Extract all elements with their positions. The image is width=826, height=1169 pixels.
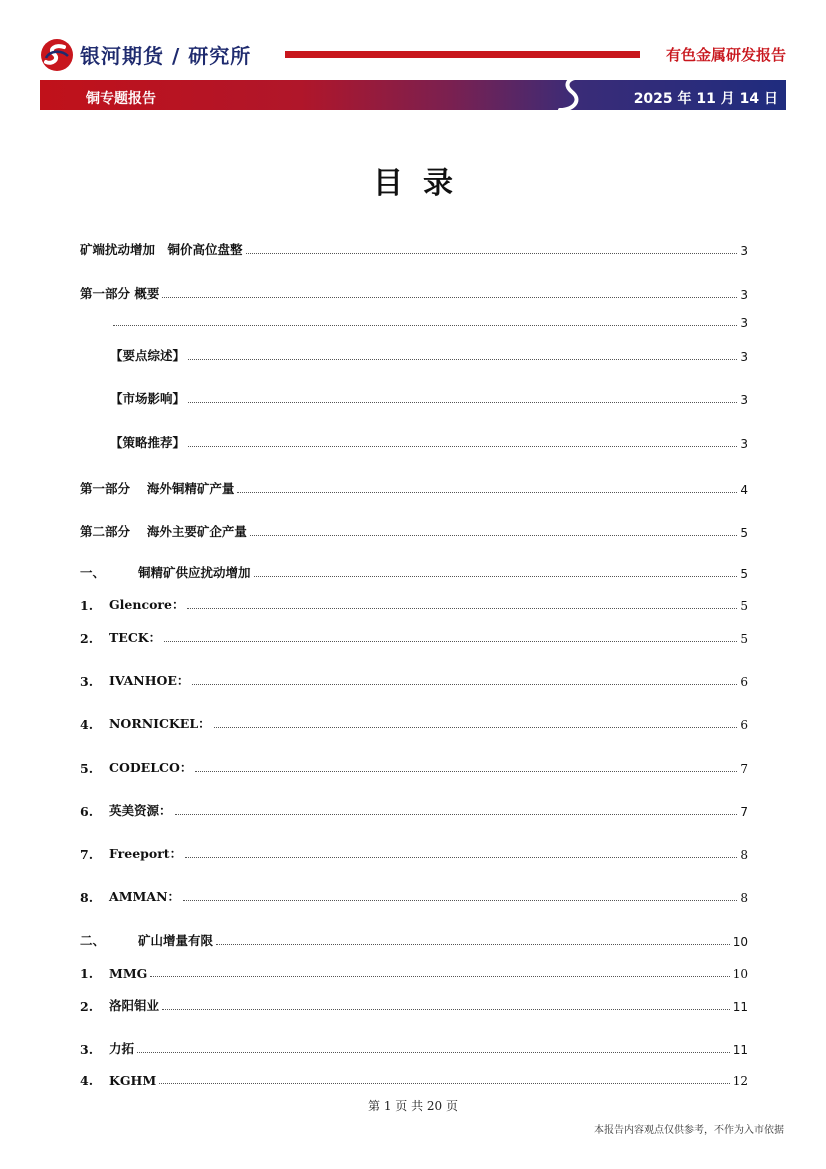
toc-entry[interactable] xyxy=(110,389,748,407)
toc-entry-label: 矿山增量有限 xyxy=(138,933,214,948)
toc-entry-number: 6. xyxy=(80,804,94,819)
toc-entry[interactable] xyxy=(80,671,748,689)
toc-entry-number: 1. xyxy=(80,966,94,981)
toc-entry[interactable] xyxy=(80,963,748,981)
toc-entry[interactable] xyxy=(80,563,748,581)
toc-entry-label: 【策略推荐】 xyxy=(110,435,186,450)
toc-entry-page: 6 xyxy=(740,675,748,689)
report-category: 有色金属研发报告 xyxy=(665,46,786,64)
leader-dots xyxy=(183,899,737,901)
toc-entry-page: 5 xyxy=(740,526,748,540)
toc-entry-page: 5 xyxy=(740,599,748,613)
toc-entry-number: 1. xyxy=(80,598,94,613)
toc-entry[interactable] xyxy=(110,346,748,364)
toc-entry-number: 5. xyxy=(80,761,94,776)
swoosh-icon xyxy=(552,74,592,114)
toc-entry-label: IVANHOE： xyxy=(109,673,190,688)
toc-entry[interactable] xyxy=(80,758,748,776)
leader-dots xyxy=(237,491,737,493)
toc-entry-page: 8 xyxy=(740,891,748,905)
leader-dots xyxy=(162,1008,730,1010)
toc-entry-label: Freeport： xyxy=(109,846,183,861)
leader-dots xyxy=(159,1082,730,1084)
toc-entry-page: 3 xyxy=(740,393,748,407)
header-rule xyxy=(285,51,640,58)
toc-entry-label: 力拓 xyxy=(109,1041,135,1056)
toc-entry-page: 3 xyxy=(740,437,748,451)
leader-dots xyxy=(113,324,737,326)
toc-entry-label: 洛阳钼业 xyxy=(109,998,160,1013)
toc-entry-label: NORNICKEL： xyxy=(109,716,211,731)
toc-entry-number: 7. xyxy=(80,847,94,862)
leader-dots xyxy=(214,726,738,728)
report-type: 铜专题报告 xyxy=(86,91,156,107)
toc-entry-label: KGHM xyxy=(109,1073,157,1088)
toc-entry-label: 铜精矿供应扰动增加 xyxy=(138,565,251,580)
brand-name: 银河期货 / 研究所 xyxy=(80,44,252,68)
leader-dots xyxy=(175,813,738,815)
leader-dots xyxy=(185,856,737,858)
toc-entry-page: 10 xyxy=(732,935,748,949)
toc-entry-label: Glencore： xyxy=(109,597,185,612)
toc-entry-label: 【要点综述】 xyxy=(110,348,186,363)
leader-dots xyxy=(188,358,737,360)
leader-dots xyxy=(250,534,738,536)
leader-dots xyxy=(192,683,737,685)
toc-entry[interactable] xyxy=(80,887,748,905)
toc-entry-number: 一、 xyxy=(80,565,106,580)
toc-entry[interactable] xyxy=(80,479,748,497)
toc-entry[interactable] xyxy=(80,284,748,302)
toc-entry-page: 3 xyxy=(740,244,748,258)
toc-entry-page: 8 xyxy=(740,848,748,862)
toc-entry[interactable] xyxy=(80,801,748,819)
toc-entry-number: 8. xyxy=(80,890,94,905)
toc-entry-page: 7 xyxy=(740,762,748,776)
toc-entry-page: 3 xyxy=(740,350,748,364)
toc-entry[interactable] xyxy=(80,595,748,613)
toc-title: 目录 xyxy=(373,166,473,201)
leader-dots xyxy=(187,607,737,609)
toc-entry-label: 第一部分 概要 xyxy=(80,286,160,301)
toc-entry-label: 英美资源： xyxy=(109,803,172,818)
leader-dots xyxy=(150,975,729,977)
toc-entry[interactable] xyxy=(80,522,748,540)
toc-entry-label: MMG xyxy=(109,966,148,981)
toc-entry[interactable] xyxy=(80,931,748,949)
toc-entry[interactable] xyxy=(110,433,748,451)
toc-entry[interactable] xyxy=(110,312,748,330)
page-number: 第 1 页 共 20 页 xyxy=(368,1099,458,1113)
leader-dots xyxy=(188,445,737,447)
toc-entry[interactable] xyxy=(80,1070,748,1088)
toc-entry-page: 11 xyxy=(732,1000,748,1014)
toc-entry[interactable] xyxy=(80,1039,748,1057)
leader-dots xyxy=(188,401,737,403)
toc-entry-page: 6 xyxy=(740,718,748,732)
toc-entry-label: 【市场影响】 xyxy=(110,391,186,406)
toc-entry[interactable] xyxy=(80,240,748,258)
toc-entry[interactable] xyxy=(80,996,748,1014)
toc-entry-page: 12 xyxy=(732,1074,748,1088)
toc-entry-number: 4. xyxy=(80,717,94,732)
galaxy-logo-icon xyxy=(40,38,74,72)
toc-entry-page: 3 xyxy=(740,288,748,302)
toc-entry-page: 7 xyxy=(740,805,748,819)
leader-dots xyxy=(137,1051,730,1053)
toc-entry-number: 二、 xyxy=(80,933,106,948)
toc-entry-label: 第二部分 海外主要矿企产量 xyxy=(80,524,247,539)
toc-entry-page: 3 xyxy=(740,316,748,330)
leader-dots xyxy=(216,943,730,945)
toc-entry-number: 3. xyxy=(80,674,94,689)
toc-entry-number: 2. xyxy=(80,631,94,646)
disclaimer: 本报告内容观点仅供参考，不作为入市依据 xyxy=(594,1125,784,1136)
toc-entry-page: 5 xyxy=(740,567,748,581)
leader-dots xyxy=(195,770,737,772)
toc-entry[interactable] xyxy=(80,628,748,646)
toc-entry-label: 矿端扰动增加 铜价高位盘整 xyxy=(80,242,243,257)
report-date: 2025 年 11 月 14 日 xyxy=(633,91,778,107)
toc-entry-label: 第一部分 海外铜精矿产量 xyxy=(80,481,235,496)
toc-entry-label: CODELCO： xyxy=(109,760,193,775)
toc-entry-page: 4 xyxy=(740,483,748,497)
leader-dots xyxy=(164,640,737,642)
leader-dots xyxy=(254,575,738,577)
toc-entry-label: TECK： xyxy=(109,630,162,645)
leader-dots xyxy=(246,252,738,254)
leader-dots xyxy=(162,296,737,298)
toc-entry-page: 11 xyxy=(732,1043,748,1057)
toc-entry-label: AMMAN： xyxy=(109,889,180,904)
toc-entry[interactable] xyxy=(80,844,748,862)
toc-entry[interactable] xyxy=(80,714,748,732)
toc-entry-number: 4. xyxy=(80,1073,94,1088)
toc-entry-page: 5 xyxy=(740,632,748,646)
toc-entry-number: 3. xyxy=(80,1042,94,1057)
toc-entry-number: 2. xyxy=(80,999,94,1014)
toc-entry-page: 10 xyxy=(732,967,748,981)
